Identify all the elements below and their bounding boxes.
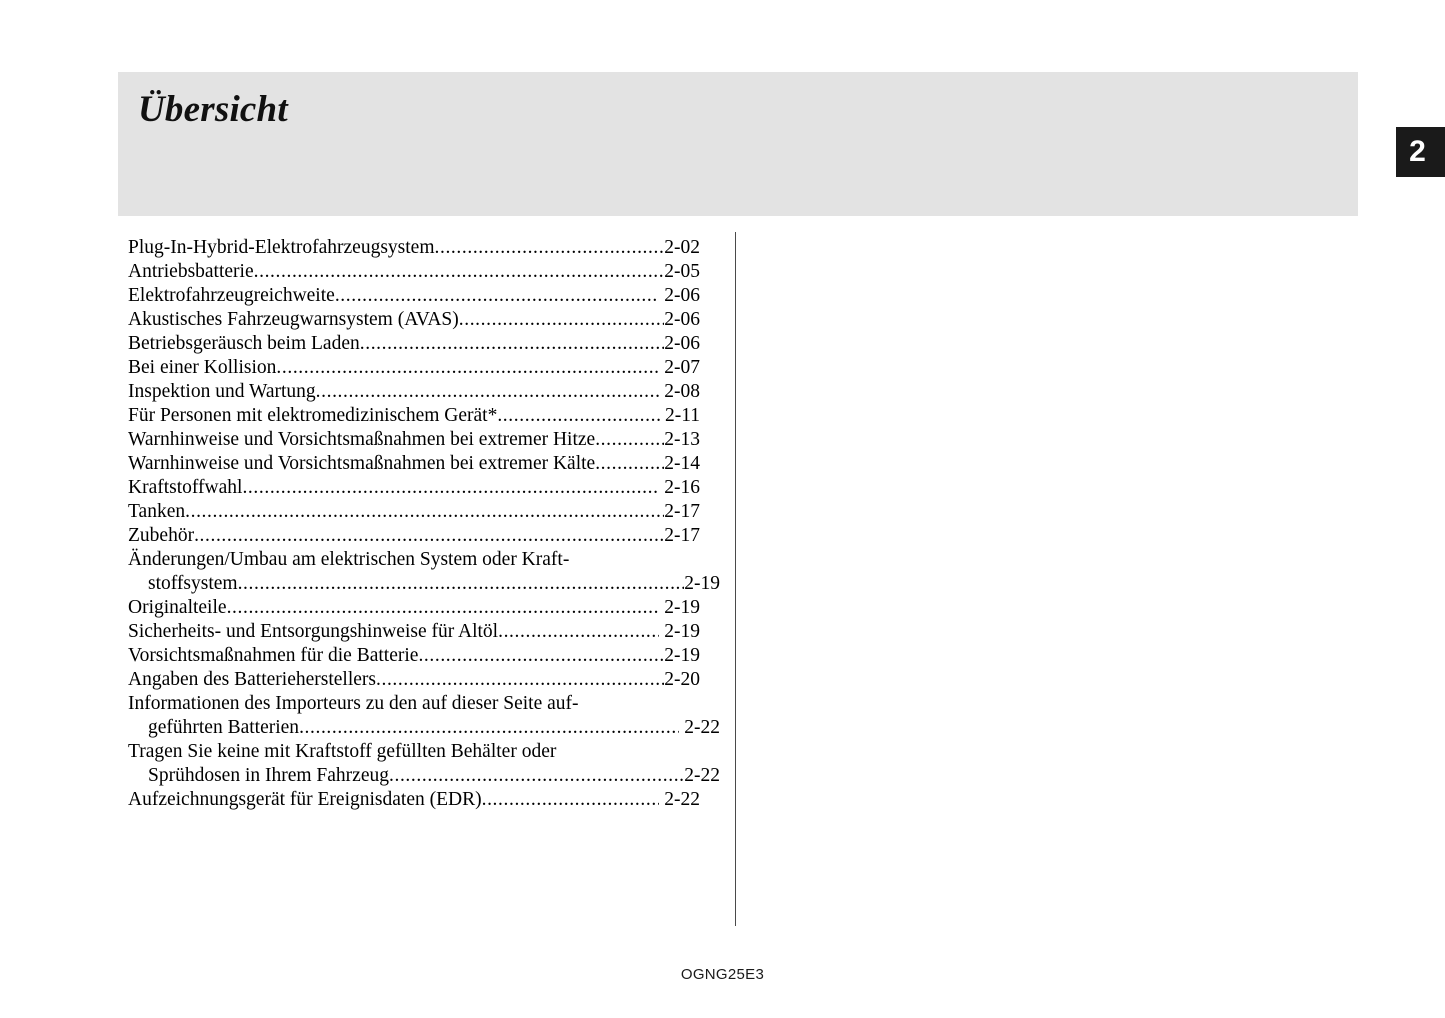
toc-entry-label-continued: stoffsystem xyxy=(148,573,238,594)
toc-entry-label: Kraftstoffwahl xyxy=(128,477,243,498)
toc-entry-line xyxy=(128,284,700,308)
toc-entry[interactable] xyxy=(128,668,700,692)
toc-entry[interactable] xyxy=(128,284,700,308)
toc-page-number: 2-22 xyxy=(684,765,720,786)
toc-entry-line xyxy=(128,596,700,620)
column-divider xyxy=(735,232,736,926)
toc-entry-line xyxy=(128,380,700,404)
toc-entry-label: Tanken xyxy=(128,501,186,522)
toc-entry[interactable] xyxy=(128,260,700,284)
toc-page-number: 2-05 xyxy=(664,261,700,282)
toc-dot-leader xyxy=(595,428,664,452)
toc-page-number: 2-19 xyxy=(684,573,720,594)
toc-page-number: 2-17 xyxy=(664,525,700,546)
toc-entry-line xyxy=(128,572,720,596)
toc-entry-label-continued: geführten Batterien xyxy=(148,717,300,738)
toc-page-number: 2-08 xyxy=(659,381,700,402)
toc-dot-leader xyxy=(227,596,660,620)
toc-page-number: 2-07 xyxy=(659,357,700,378)
toc-page-number: 2-06 xyxy=(664,309,700,330)
toc-entry-label: Für Personen mit elektromedizinischem Gerät* xyxy=(128,405,498,426)
toc-entry-label: Vorsichtsmaßnahmen für die Batterie xyxy=(128,645,419,666)
toc-entry-line xyxy=(128,788,700,812)
toc-page-number: 2-16 xyxy=(659,477,700,498)
toc-entry-line xyxy=(128,500,700,524)
toc-page-number: 2-13 xyxy=(664,429,700,450)
toc-dot-leader xyxy=(299,716,679,740)
toc-entry-label-continued: Sprühdosen in Ihrem Fahrzeug xyxy=(148,765,389,786)
toc-dot-leader xyxy=(595,452,664,476)
toc-dot-leader xyxy=(238,572,685,596)
toc-entry[interactable] xyxy=(128,500,700,524)
toc-entry-line xyxy=(128,524,700,548)
toc-page-number: 2-06 xyxy=(659,285,700,306)
toc-entry[interactable] xyxy=(128,644,700,668)
toc-page-number: 2-19 xyxy=(659,597,700,618)
toc-page-number: 2-02 xyxy=(664,237,700,258)
toc-page-number: 2-22 xyxy=(659,789,700,810)
toc-entry-label: Warnhinweise und Vorsichtsmaßnahmen bei extremer Kälte xyxy=(128,453,596,474)
toc-dot-leader xyxy=(242,476,659,500)
toc-entry[interactable] xyxy=(128,620,700,644)
toc-entry-label: Sicherheits- und Entsorgungshinweise für Altöl xyxy=(128,621,499,642)
toc-entry[interactable] xyxy=(128,548,720,596)
toc-entry-line xyxy=(128,764,720,788)
toc-dot-leader xyxy=(482,788,660,812)
toc-entry-line xyxy=(128,620,700,644)
toc-page-number: 2-22 xyxy=(679,717,720,738)
toc-entry[interactable] xyxy=(128,332,700,356)
toc-dot-leader xyxy=(360,332,665,356)
toc-entry-label: Betriebsgeräusch beim Laden xyxy=(128,333,360,354)
toc-entry-line xyxy=(128,668,700,692)
toc-page-number: 2-20 xyxy=(664,669,700,690)
page-title: Übersicht xyxy=(138,89,288,130)
toc-dot-leader xyxy=(497,404,660,428)
toc-page-number: 2-11 xyxy=(660,405,700,426)
toc-entry[interactable] xyxy=(128,476,700,500)
toc-entry[interactable] xyxy=(128,788,700,812)
toc-entry[interactable] xyxy=(128,692,720,740)
toc-page-number: 2-14 xyxy=(664,453,700,474)
toc-entry-label: Warnhinweise und Vorsichtsmaßnahmen bei extremer Hitze xyxy=(128,429,596,450)
toc-dot-leader xyxy=(276,356,659,380)
toc-entry-label: Tragen Sie keine mit Kraftstoff gefüllten Behälter oder xyxy=(128,741,557,762)
footer-document-code: OGNG25E3 xyxy=(680,966,765,983)
toc-dot-leader xyxy=(498,620,659,644)
toc-entry-line xyxy=(128,428,700,452)
table-of-contents xyxy=(128,236,720,812)
toc-dot-leader xyxy=(459,308,665,332)
toc-entry-line xyxy=(128,356,700,380)
toc-entry-label: Inspektion und Wartung xyxy=(128,381,316,402)
toc-entry-label: Informationen des Importeurs zu den auf dieser Seite auf- xyxy=(128,693,579,714)
toc-page-number: 2-06 xyxy=(664,333,700,354)
toc-entry-line xyxy=(128,332,700,356)
chapter-tab xyxy=(1396,127,1445,177)
toc-dot-leader xyxy=(389,764,684,788)
toc-entry[interactable] xyxy=(128,524,700,548)
toc-entry-line xyxy=(128,404,700,428)
chapter-header-band xyxy=(118,72,1358,216)
toc-entry-line xyxy=(128,548,700,572)
toc-dot-leader xyxy=(435,236,665,260)
toc-entry-label: Plug-In-Hybrid-Elektrofahrzeugsystem xyxy=(128,237,435,258)
toc-entry-label: Bei einer Kollision xyxy=(128,357,277,378)
toc-entry[interactable] xyxy=(128,428,700,452)
toc-dot-leader xyxy=(418,644,664,668)
toc-entry-line xyxy=(128,452,700,476)
toc-entry-line xyxy=(128,644,700,668)
toc-entry[interactable] xyxy=(128,308,700,332)
toc-entry[interactable] xyxy=(128,236,700,260)
toc-entry[interactable] xyxy=(128,740,720,788)
toc-entry[interactable] xyxy=(128,452,700,476)
toc-entry-line xyxy=(128,692,700,716)
toc-entry[interactable] xyxy=(128,404,700,428)
toc-dot-leader xyxy=(376,668,664,692)
toc-dot-leader xyxy=(254,260,665,284)
toc-page-number: 2-19 xyxy=(659,621,700,642)
toc-entry-label: Aufzeichnungsgerät für Ereignisdaten (EDR) xyxy=(128,789,482,810)
toc-dot-leader xyxy=(316,380,660,404)
toc-entry-line xyxy=(128,476,700,500)
toc-entry-line xyxy=(128,716,720,740)
toc-dot-leader xyxy=(335,284,660,308)
toc-entry-line xyxy=(128,308,700,332)
toc-page-number: 2-19 xyxy=(664,645,700,666)
toc-entry-label: Antriebsbatterie xyxy=(128,261,254,282)
toc-dot-leader xyxy=(185,500,664,524)
toc-entry-label: Zubehör xyxy=(128,525,195,546)
toc-page-number: 2-17 xyxy=(664,501,700,522)
toc-entry-line xyxy=(128,236,700,260)
toc-entry-label: Änderungen/Umbau am elektrischen System oder Kraft- xyxy=(128,549,570,570)
toc-entry[interactable] xyxy=(128,356,700,380)
toc-dot-leader xyxy=(194,524,664,548)
toc-entry-label: Angaben des Batterieherstellers xyxy=(128,669,376,690)
toc-entry-label: Originalteile xyxy=(128,597,227,618)
chapter-tab-number: 2 xyxy=(1409,135,1426,168)
toc-entry-line xyxy=(128,260,700,284)
toc-entry[interactable] xyxy=(128,596,700,620)
toc-entry-label: Akustisches Fahrzeugwarnsystem (AVAS) xyxy=(128,309,459,330)
toc-entry[interactable] xyxy=(128,380,700,404)
toc-entry-label: Elektrofahrzeugreichweite xyxy=(128,285,335,306)
toc-entry-line xyxy=(128,740,700,764)
